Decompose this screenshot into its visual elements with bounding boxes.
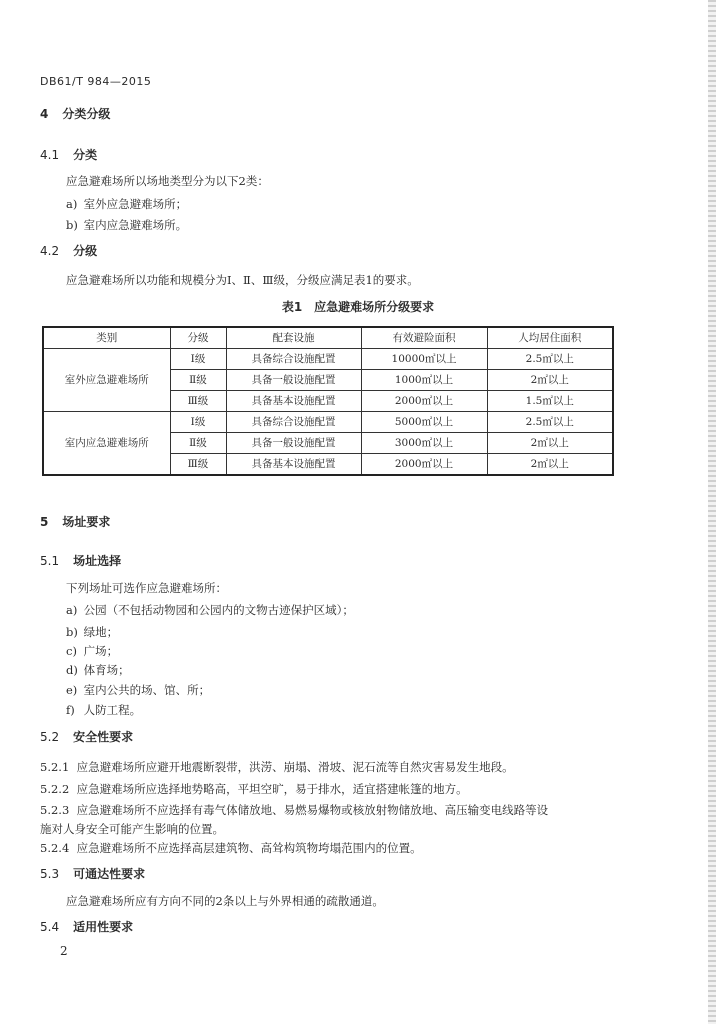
table-cell: 1000㎡以上 — [361, 370, 487, 391]
section-4-heading — [40, 105, 110, 122]
clause-number: 5.2.2 — [40, 782, 70, 796]
list-text: 室外应急避难场所； — [83, 197, 188, 211]
clause-5-2-3 — [40, 802, 548, 818]
category-cell: 室内应急避难场所 — [43, 412, 170, 476]
clause-number: 5.2.1 — [40, 760, 70, 774]
list-item — [66, 624, 118, 640]
section-5-heading — [40, 513, 110, 530]
list-item — [66, 662, 130, 678]
section-title: 分类分级 — [62, 107, 111, 121]
section-title: 安全性要求 — [73, 730, 134, 744]
section-title: 场址要求 — [62, 515, 111, 529]
section-4-2-heading — [40, 242, 97, 259]
column-header: 分级 — [170, 327, 226, 349]
paragraph: 应急避难场所以场地类型分为以下2类： — [66, 174, 269, 188]
list-text: 绿地； — [83, 625, 119, 639]
column-header: 类别 — [43, 327, 170, 349]
table-row — [43, 349, 613, 370]
scan-edge — [708, 0, 716, 1024]
list-text: 人防工程。 — [83, 703, 142, 717]
table-cell: 2㎡以上 — [487, 370, 613, 391]
table-cell: Ⅰ级 — [170, 349, 226, 370]
table-cell: 具备基本设施配置 — [226, 391, 361, 412]
list-marker: c) — [66, 644, 77, 658]
clause-text: 应急避难场所不应选择高层建筑物、高耸构筑物垮塌范围内的位置。 — [76, 841, 422, 855]
table-cell: 2㎡以上 — [487, 433, 613, 454]
table-cell: 3000㎡以上 — [361, 433, 487, 454]
clause-5-2-4 — [40, 840, 422, 856]
table-cell: 具备基本设施配置 — [226, 454, 361, 476]
clause-5-2-2 — [40, 781, 468, 797]
section-5-4-heading — [40, 918, 133, 935]
section-title: 分类 — [73, 148, 98, 162]
table-cell: 2000㎡以上 — [361, 454, 487, 476]
table-cell: Ⅲ级 — [170, 391, 226, 412]
section-5-1-heading — [40, 552, 121, 569]
clause-text: 应急避难场所应避开地震断裂带，洪涝、崩塌、滑坡、泥石流等自然灾害易发生地段。 — [76, 760, 514, 774]
clause-text: 应急避难场所应选择地势略高，平坦空旷，易于排水，适宜搭建帐篷的地方。 — [76, 782, 468, 796]
list-item — [66, 217, 187, 233]
section-number: 4 — [40, 107, 49, 121]
section-number: 5.1 — [40, 554, 60, 568]
column-header: 有效避险面积 — [361, 327, 487, 349]
section-number: 4.2 — [40, 244, 60, 258]
clause-text: 应急避难场所不应选择有毒气体储放地、易燃易爆物或核放射物储放地、高压输变电线路等设 — [76, 803, 549, 817]
column-header: 配套设施 — [226, 327, 361, 349]
clause-number: 5.2.3 — [40, 803, 70, 817]
table-cell: Ⅱ级 — [170, 433, 226, 454]
list-text: 公园（不包括动物园和公园内的文物古迹保护区域）； — [83, 603, 354, 617]
section-number: 5.4 — [40, 920, 60, 934]
list-text: 体育场； — [83, 663, 130, 677]
list-item — [66, 602, 354, 618]
table-cell: Ⅲ级 — [170, 454, 226, 476]
section-5-3-heading — [40, 865, 145, 882]
section-4-1-heading — [40, 146, 97, 163]
table-cell: Ⅰ级 — [170, 412, 226, 433]
paragraph: 应急避难场所应有方向不同的2条以上与外界相通的疏散通道。 — [66, 894, 384, 908]
list-marker: e) — [66, 683, 78, 697]
table-cell: 2.5㎡以上 — [487, 349, 613, 370]
list-item — [66, 702, 141, 718]
table-cell: 具备一般设施配置 — [226, 433, 361, 454]
table-cell: 具备一般设施配置 — [226, 370, 361, 391]
table-cell: 2.5㎡以上 — [487, 412, 613, 433]
section-title: 场址选择 — [73, 554, 122, 568]
list-text: 室内公共的场、馆、所； — [83, 683, 211, 697]
list-item — [66, 643, 118, 659]
column-header: 人均居住面积 — [487, 327, 613, 349]
table-header-row — [43, 327, 613, 349]
paragraph: 应急避难场所以功能和规模分为Ⅰ、Ⅱ、Ⅲ级，分级应满足表1的要求。 — [66, 273, 419, 287]
list-item — [66, 196, 187, 212]
table-cell: Ⅱ级 — [170, 370, 226, 391]
list-marker: a) — [66, 197, 78, 211]
section-title: 可通达性要求 — [73, 867, 146, 881]
table-row — [43, 412, 613, 433]
section-number: 5.3 — [40, 867, 60, 881]
clause-continuation: 施对人身安全可能产生影响的位置。 — [40, 822, 224, 836]
grading-table — [42, 326, 614, 476]
list-text: 室内应急避难场所。 — [83, 218, 188, 232]
section-title: 适用性要求 — [73, 920, 134, 934]
section-number: 5.2 — [40, 730, 60, 744]
list-marker: b) — [66, 625, 78, 639]
table-cell: 2000㎡以上 — [361, 391, 487, 412]
section-number: 5 — [40, 515, 49, 529]
list-text: 广场； — [83, 644, 119, 658]
list-marker: f) — [66, 703, 75, 717]
table-cell: 具备综合设施配置 — [226, 349, 361, 370]
list-marker: d) — [66, 663, 78, 677]
list-marker: a) — [66, 603, 78, 617]
table-cell: 2㎡以上 — [487, 454, 613, 476]
category-cell: 室外应急避难场所 — [43, 349, 170, 412]
table-caption: 表1 应急避难场所分级要求 — [281, 300, 435, 314]
section-number: 4.1 — [40, 148, 60, 162]
section-5-2-heading — [40, 728, 133, 745]
page-number: 2 — [60, 944, 68, 958]
table-cell: 1.5㎡以上 — [487, 391, 613, 412]
list-marker: b) — [66, 218, 78, 232]
table-cell: 5000㎡以上 — [361, 412, 487, 433]
clause-number: 5.2.4 — [40, 841, 70, 855]
table-cell: 具备综合设施配置 — [226, 412, 361, 433]
clause-5-2-1 — [40, 759, 514, 775]
paragraph: 下列场址可选作应急避难场所： — [66, 581, 227, 595]
list-item — [66, 682, 210, 698]
table-cell: 10000㎡以上 — [361, 349, 487, 370]
standard-header: DB61/T 984—2015 — [40, 75, 152, 88]
section-title: 分级 — [73, 244, 98, 258]
